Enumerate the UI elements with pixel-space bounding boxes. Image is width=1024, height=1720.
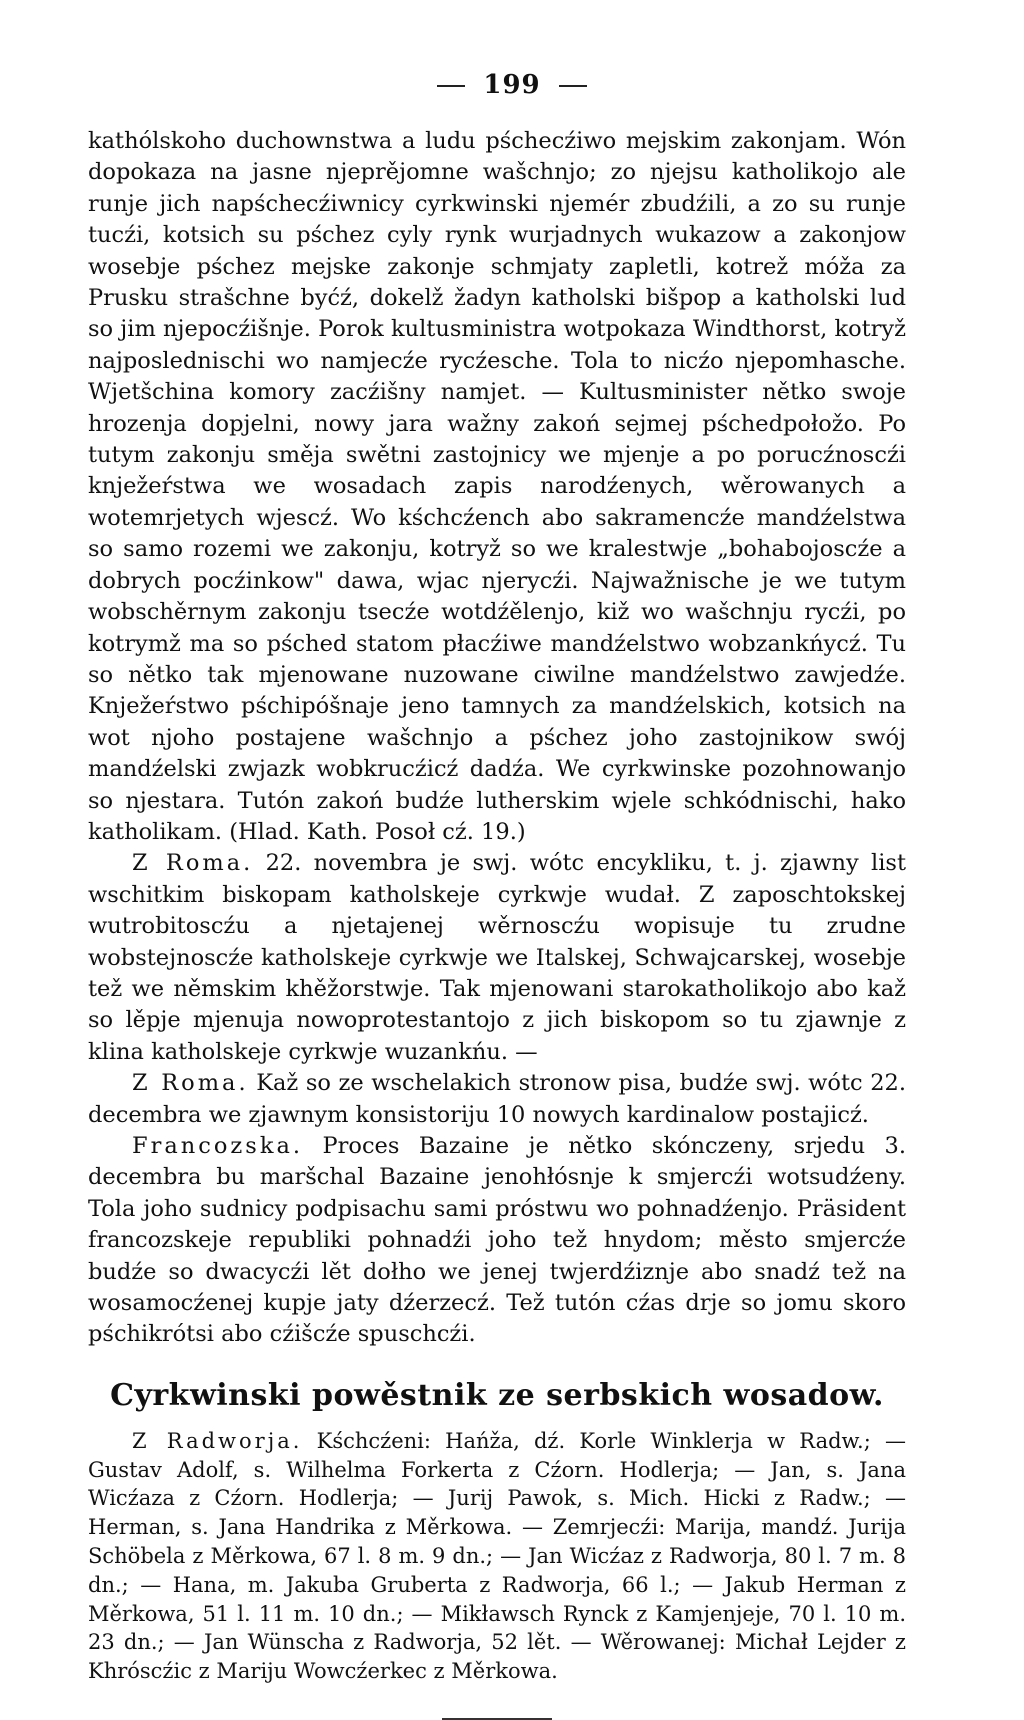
- paragraph-france: [88, 1131, 906, 1351]
- paragraph-church-laws: kathólskoho duchownstwa a ludu pśchecźiwo mejskim zakonjam. Wón dopokaza na jasne njeprějomne wašchnjo; zo njejsu katholikojo ale runje jich napśchecźiwnicy cyrkwinski njemér zbudźili, a zo su runje tucźi, kotsich su pśchez cyly rynk wurjadnych wukazow a zakonjow wosebje pśchez mejske zakonje schmjaty zapletli, kotrež móža za Prusku strašchne byćź, dokelž žadyn katholski bišpop a katholski lud so jim njepocźišnje. Porok kultusministra wotpokaza Windthorst, kotryž najposlednischi wo namjecźe rycźesche. Tola to nicźo njepomhasche. Wjetšchina komory zacźišny namjet. — Kultusminister nětko swoje hrozenja dopjelni, nowy jara wažny zakoń sejmej pśchedpołožo. Po tutym zakonju směja swětni zastojnicy we mjenje a po porucźnoscźi knježeŕstwa we wosadach zapis narodźenych, wěrowanych a wotemrjetych wjescź. Wo kśchcźench abo sakramencźe mandźelstwa so samo rozemi we zakonju, kotryž so we kralestwje „bohabojoscźe a dobrych pocźinkow" dawa, wjac njerycźi. Najwažnische je we tutym wobschěrnym zakonju tsecźe wotdźělenjo, kiž wo wašchnju rycźi, po kotrymž ma so pśched statom płacźiwe mandźelstwo wobzankńycź. Tu so nětko tak mjenowane nuzowane ciwilne mandźelstwo zawjedźe. Knježeŕstwo pśchipóšnaje jeno tamnych za mandźelskich, kotsich na wot njoho postajene wašchnjo a pśchez joho zastojnikow swój mandźelski zwjazk wobkrucźicź dadźa. We cyrkwinske pozohnowanjo so njestara. Tutón zakoń budźe lutherskim wjele schkódnischi, hako katholikam. (Hlad. Kath. Posoł cź. 19.): [88, 128, 906, 845]
- dateline-rome: Z Roma.: [132, 850, 254, 877]
- paragraph-body: 22. novembra je swj. wótc encykliku, t. j. zjawny list wschitkim biskopam katholskeje cyrkwje wudał. Z zaposchtokskej wutrobitoscźu a njetajenej wěrnoscźu wopisuje tu zrudne wobstejnoscźe katholskeje cyrkwje we Italskej, Schwajcarskej, wosebje tež we němskim khěžorstwje. Tak mjenowani starokatholikojo abo kaž so lěpje mjenuja nowoprotestantojo z jich biskopom so tu zjawnje z klina katholskeje cyrkwje wuzankńu. —: [88, 850, 907, 1065]
- paragraph-body: Kaž so ze wschelakich stronow pisa, budźe swj. wótc 22. decembra we zjawnym konsistoriju 10 nowych kardinalow postajicź.: [88, 1070, 906, 1128]
- page-number: 199: [483, 70, 541, 100]
- paragraph-body: Proces Bazaine je nětko skónczeny, srjedu 3. decembra bu maršchal Bazaine jenohłósnje k smjercźi wotsudźeny. Tola joho sudnicy podpisachu sami próstwu wo pohnadźenjo. Präsident francozskeje republiki pohnadźi joho tež hnydom; město smjercźe budźe so dwacycźi lět dołho we jenej twjerdźiznje abo snadź tež na wosamocźenej kupje jaty dźerzecź. Tež tutón cźas drje so jomu skoro pśchikrótsi abo cźišcźe spuschcźi.: [88, 1133, 907, 1348]
- dateline-france: Francozska.: [132, 1133, 304, 1159]
- right-dash: [559, 85, 587, 87]
- section-heading: Cyrkwinski powěstnik ze serbskich wosadow.: [110, 1377, 884, 1413]
- page-header: [0, 70, 1024, 100]
- register-entries: Kśchcźeni: Hańža, dź. Korle Winklerja w Radw.; — Gustav Adolf, s. Wilhelma Forkerta z Cźorn. Hodlerja; — Jan, s. Jana Wicźaza z Cźorn. Hodlerja; — Jurij Pawok, s. Mich. Hicki z Radw.; — Herman, s. Jana Handrika z Měrkowa. — Zemrjecźi: Marija, mandź. Jurija Schöbela z Měrkowa, 67 l. 8 m. 9 dn.; — Jan Wicźaz z Radworja, 80 l. 7 m. 8 dn.; — Hana, m. Jakuba Gruberta z Radworja, 66 l.; — Jakub Herman z Měrkowa, 51 l. 11 m. 10 dn.; — Mikławsch Rynck z Kamjenjeje, 70 l. 10 m. 23 dn.; — Jan Wünscha z Radworja, 52 lět. — Wěrowanej: Michał Lejder z Khróscźic z Mariju Wowcźerkec z Měrkowa.: [88, 1428, 906, 1684]
- dateline-radwor: Z Radworja.: [132, 1428, 303, 1453]
- body-text: [88, 126, 906, 1720]
- paragraph-rome-consistory: [88, 1068, 906, 1131]
- dateline-rome: Z Roma.: [132, 1070, 249, 1097]
- paragraph-rome-encyclical: [88, 848, 906, 1068]
- left-dash: [437, 85, 465, 87]
- parish-register: [88, 1427, 906, 1686]
